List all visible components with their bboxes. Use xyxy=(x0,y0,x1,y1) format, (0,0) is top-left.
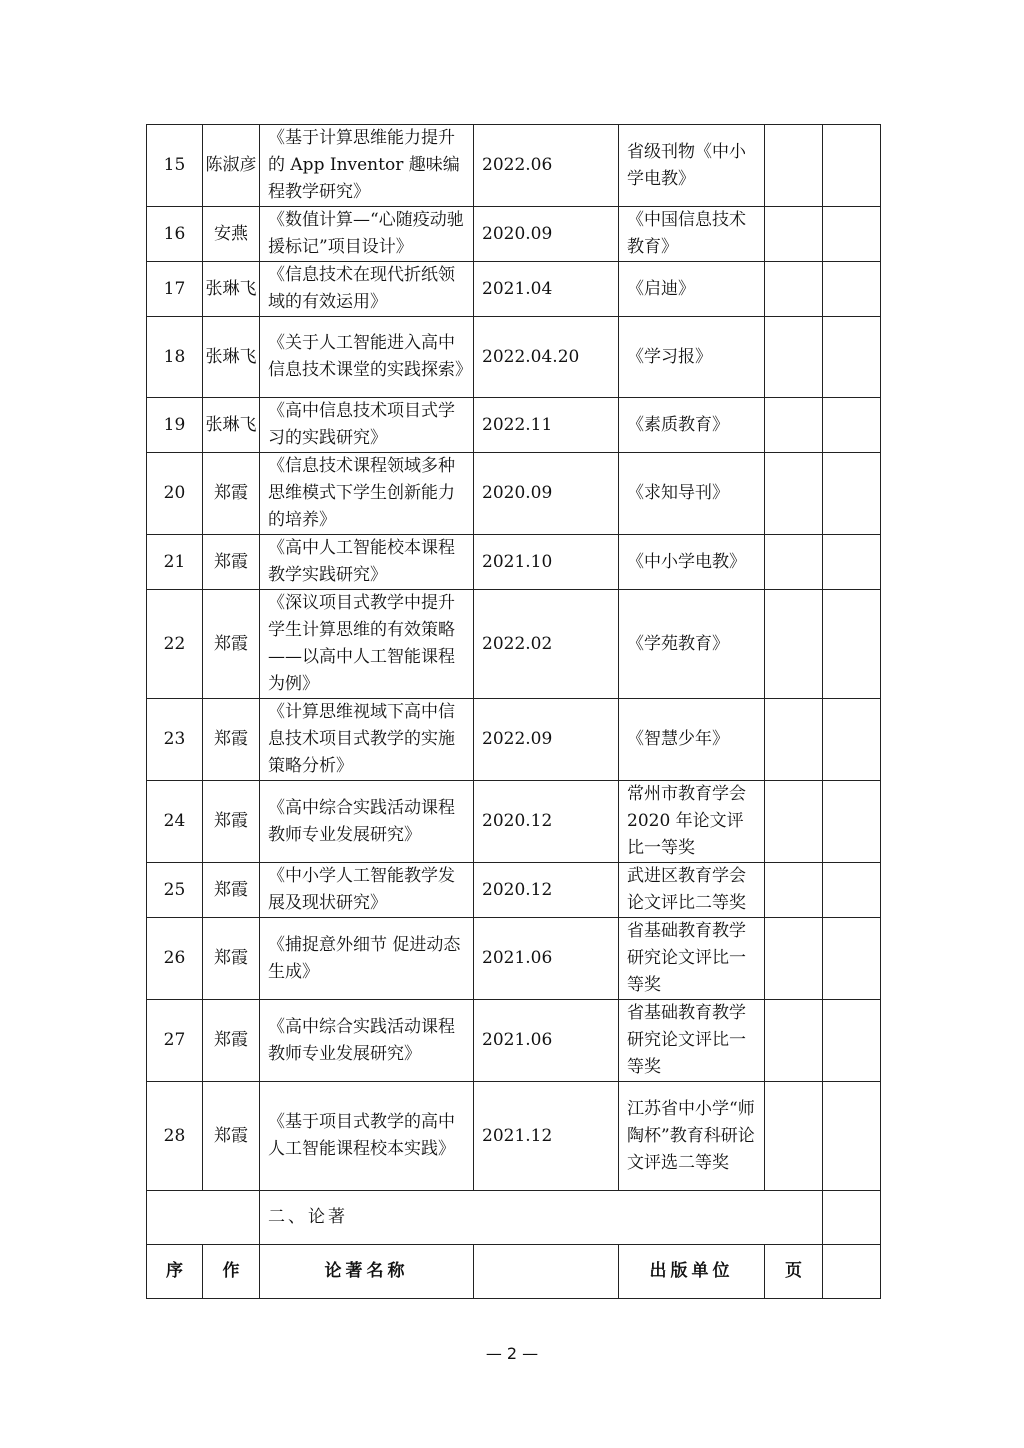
row-title: 《中小学人工智能教学发展及现状研究》 xyxy=(260,863,474,918)
row-number: 28 xyxy=(147,1082,203,1191)
row-date: 2022.11 xyxy=(474,398,619,453)
blank-cell xyxy=(823,125,881,207)
row-title: 《基于计算思维能力提升的 App Inventor 趣味编程教学研究》 xyxy=(260,125,474,207)
row-number: 20 xyxy=(147,453,203,535)
row-date: 2022.06 xyxy=(474,125,619,207)
blank-cell xyxy=(765,398,823,453)
blank-cell xyxy=(823,781,881,863)
row-author: 郑霞 xyxy=(203,918,260,1000)
blank-cell xyxy=(765,918,823,1000)
row-title: 《捕捉意外细节 促进动态生成》 xyxy=(260,918,474,1000)
row-number: 17 xyxy=(147,262,203,317)
table-row xyxy=(147,398,881,453)
blank-cell xyxy=(765,781,823,863)
table-row xyxy=(147,453,881,535)
blank-cell xyxy=(765,535,823,590)
header-book-title: 论著名称 xyxy=(260,1245,474,1299)
row-author: 安燕 xyxy=(203,207,260,262)
row-number: 15 xyxy=(147,125,203,207)
blank-cell xyxy=(823,398,881,453)
row-venue: 江苏省中小学“师陶杯”教育科研论文评选二等奖 xyxy=(619,1082,765,1191)
row-date: 2020.09 xyxy=(474,207,619,262)
row-number: 26 xyxy=(147,918,203,1000)
row-date: 2021.06 xyxy=(474,1000,619,1082)
row-venue: 《学苑教育》 xyxy=(619,590,765,699)
row-title: 《关于人工智能进入高中信息技术课堂的实践探索》 xyxy=(260,317,474,398)
blank-cell xyxy=(823,317,881,398)
row-number: 18 xyxy=(147,317,203,398)
row-date: 2021.06 xyxy=(474,918,619,1000)
row-author: 郑霞 xyxy=(203,453,260,535)
header-blank-cell xyxy=(823,1245,881,1299)
table-row xyxy=(147,125,881,207)
blank-cell xyxy=(765,125,823,207)
row-number: 21 xyxy=(147,535,203,590)
blank-cell xyxy=(765,590,823,699)
row-date: 2022.09 xyxy=(474,699,619,781)
row-author: 张琳飞 xyxy=(203,398,260,453)
row-author: 郑霞 xyxy=(203,863,260,918)
table-row xyxy=(147,590,881,699)
row-venue: 《中国信息技术教育》 xyxy=(619,207,765,262)
row-date: 2021.04 xyxy=(474,262,619,317)
row-author: 郑霞 xyxy=(203,699,260,781)
blank-cell xyxy=(765,1000,823,1082)
blank-cell xyxy=(823,699,881,781)
row-venue: 省基础教育教学研究论文评比一等奖 xyxy=(619,918,765,1000)
row-date: 2020.12 xyxy=(474,781,619,863)
table-row xyxy=(147,1000,881,1082)
row-number: 24 xyxy=(147,781,203,863)
blank-cell xyxy=(823,262,881,317)
row-date: 2022.04.20 xyxy=(474,317,619,398)
header-publisher: 出版单位 xyxy=(619,1245,765,1299)
row-venue: 省基础教育教学研究论文评比一等奖 xyxy=(619,1000,765,1082)
row-title: 《基于项目式教学的高中人工智能课程校本实践》 xyxy=(260,1082,474,1191)
table-row xyxy=(147,1082,881,1191)
row-title: 《高中人工智能校本课程教学实践研究》 xyxy=(260,535,474,590)
book-header-row xyxy=(147,1245,881,1299)
header-pages: 页 xyxy=(765,1245,823,1299)
table-row xyxy=(147,863,881,918)
publications-table xyxy=(146,124,881,1299)
blank-cell xyxy=(823,918,881,1000)
row-title: 《深议项目式教学中提升学生计算思维的有效策略——以高中人工智能课程为例》 xyxy=(260,590,474,699)
section-blank-cell xyxy=(823,1191,881,1245)
blank-cell xyxy=(765,207,823,262)
header-blank-cell xyxy=(474,1245,619,1299)
blank-cell xyxy=(765,317,823,398)
section-heading: 二、论著 xyxy=(260,1191,823,1245)
blank-cell xyxy=(765,262,823,317)
row-date: 2021.10 xyxy=(474,535,619,590)
blank-cell xyxy=(765,863,823,918)
section-row xyxy=(147,1191,881,1245)
row-venue: 常州市教育学会 2020 年论文评比一等奖 xyxy=(619,781,765,863)
row-author: 郑霞 xyxy=(203,590,260,699)
row-venue: 《学习报》 xyxy=(619,317,765,398)
row-title: 《数值计算—“心随疫动驰援标记”项目设计》 xyxy=(260,207,474,262)
blank-cell xyxy=(765,453,823,535)
table-row xyxy=(147,781,881,863)
row-author: 郑霞 xyxy=(203,1000,260,1082)
table-row xyxy=(147,207,881,262)
row-venue: 省级刊物《中小学电教》 xyxy=(619,125,765,207)
table-row xyxy=(147,699,881,781)
blank-cell xyxy=(823,535,881,590)
row-date: 2020.12 xyxy=(474,863,619,918)
row-venue: 《中小学电教》 xyxy=(619,535,765,590)
table-row xyxy=(147,262,881,317)
row-date: 2022.02 xyxy=(474,590,619,699)
row-author: 郑霞 xyxy=(203,781,260,863)
blank-cell xyxy=(765,699,823,781)
row-venue: 《启迪》 xyxy=(619,262,765,317)
page-number: — 2 — xyxy=(485,1344,539,1363)
blank-cell xyxy=(765,1082,823,1191)
blank-cell xyxy=(823,1082,881,1191)
row-number: 27 xyxy=(147,1000,203,1082)
row-venue: 武进区教育学会论文评比二等奖 xyxy=(619,863,765,918)
blank-cell xyxy=(823,207,881,262)
blank-cell xyxy=(823,1000,881,1082)
row-number: 22 xyxy=(147,590,203,699)
row-author: 张琳飞 xyxy=(203,262,260,317)
blank-cell xyxy=(823,453,881,535)
header-num: 序 xyxy=(147,1245,203,1299)
row-title: 《高中综合实践活动课程教师专业发展研究》 xyxy=(260,781,474,863)
row-number: 23 xyxy=(147,699,203,781)
row-author: 张琳飞 xyxy=(203,317,260,398)
table-row xyxy=(147,317,881,398)
row-venue: 《求知导刊》 xyxy=(619,453,765,535)
row-author: 陈淑彦 xyxy=(203,125,260,207)
table-row xyxy=(147,918,881,1000)
row-number: 19 xyxy=(147,398,203,453)
row-number: 25 xyxy=(147,863,203,918)
row-date: 2020.09 xyxy=(474,453,619,535)
blank-cell xyxy=(823,590,881,699)
row-title: 《高中综合实践活动课程教师专业发展研究》 xyxy=(260,1000,474,1082)
table-row xyxy=(147,535,881,590)
row-title: 《信息技术课程领域多种思维模式下学生创新能力的培养》 xyxy=(260,453,474,535)
row-title: 《信息技术在现代折纸领域的有效运用》 xyxy=(260,262,474,317)
row-number: 16 xyxy=(147,207,203,262)
row-date: 2021.12 xyxy=(474,1082,619,1191)
row-title: 《高中信息技术项目式学习的实践研究》 xyxy=(260,398,474,453)
row-venue: 《素质教育》 xyxy=(619,398,765,453)
row-title: 《计算思维视域下高中信息技术项目式教学的实施策略分析》 xyxy=(260,699,474,781)
row-author: 郑霞 xyxy=(203,535,260,590)
row-author: 郑霞 xyxy=(203,1082,260,1191)
blank-cell xyxy=(823,863,881,918)
header-author: 作 xyxy=(203,1245,260,1299)
row-venue: 《智慧少年》 xyxy=(619,699,765,781)
section-blank-cell xyxy=(147,1191,260,1245)
